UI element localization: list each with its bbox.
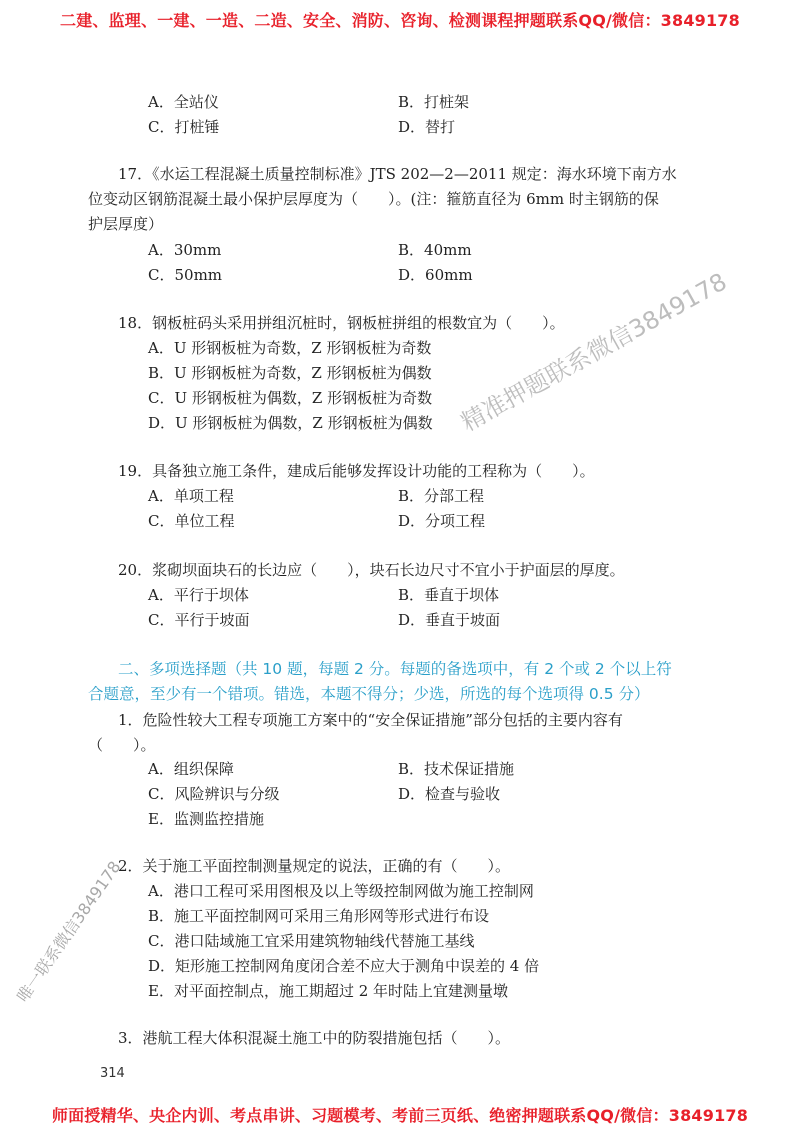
mq2-stem: 2．关于施工平面控制测量规定的说法，正确的有（ ）。 [118,857,511,875]
q17-option-b: B．40mm [398,241,472,259]
q17-option-c: C．50mm [148,266,223,284]
q20-option-c: C．平行于坡面 [148,611,250,629]
q17-option-d: D．60mm [398,266,473,284]
page-number: 314 [100,1066,125,1081]
mq2-option-e: E．对平面控制点，施工期超过 2 年时陆上宜建测量墩 [148,982,509,1000]
mq1-option-a: A．组织保障 [148,760,234,778]
q19-stem: 19．具备独立施工条件，建成后能够发挥设计功能的工程称为（ ）。 [118,462,595,480]
mq2-option-a: A．港口工程可采用图根及以上等级控制网做为施工控制网 [148,882,534,900]
q17-stem-line-2: 位变动区钢筋混凝土最小保护层厚度为（ ）。(注：箍筋直径为 6mm 时主钢筋的保 [88,190,659,208]
mq1-stem-line-2: （ ）。 [88,736,156,754]
mq1-option-b: B．技术保证措施 [398,760,515,778]
prev-option-d: D．替打 [398,118,456,136]
mq1-option-d: D．检查与验收 [398,785,501,803]
section2-heading-line-1: 二、多项选择题（共 10 题，每题 2 分。每题的备选项中，有 2 个或 2 个以上符 [118,660,672,678]
q17-option-a: A．30mm [148,241,222,259]
q18-option-b: B．U 形钢板桩为奇数，Z 形钢板桩为偶数 [148,364,432,382]
q20-stem: 20．浆砌坝面块石的长边应（ ），块石长边尺寸不宜小于护面层的厚度。 [118,561,625,579]
q18-stem: 18．钢板桩码头采用拼组沉桩时，钢板桩拼组的根数宜为（ ）。 [118,314,565,332]
bottom-banner: 师面授精华、央企内训、考点串讲、习题模考、考前三页纸、绝密押题联系QQ/微信：3849178 [51,1106,749,1125]
watermark-left: 唯一联系微信3849178 [13,857,125,1006]
mq1-option-e: E．监测监控措施 [148,810,264,828]
q20-option-b: B．垂直于坝体 [398,586,500,604]
prev-option-b: B．打桩架 [398,93,470,111]
q20-option-a: A．平行于坝体 [148,586,249,604]
mq2-option-b: B．施工平面控制网可采用三角形网等形式进行布设 [148,907,490,925]
watermark-right: 精准押题联系微信3849178 [456,267,732,437]
section2-heading-line-2: 合题意，至少有一个错项。错选，本题不得分；少选，所选的每个选项得 0.5 分） [88,685,650,703]
q18-option-c: C．U 形钢板桩为偶数，Z 形钢板桩为奇数 [148,389,433,407]
mq1-stem-line-1: 1．危险性较大工程专项施工方案中的“安全保证措施”部分包括的主要内容有 [118,711,623,729]
q18-option-d: D．U 形钢板桩为偶数，Z 形钢板桩为偶数 [148,414,433,432]
top-banner: 二建、监理、一建、一造、二造、安全、消防、咨询、检测课程押题联系QQ/微信：3849178 [60,11,740,30]
mq1-option-c: C．风险辨识与分级 [148,785,280,803]
q19-option-b: B．分部工程 [398,487,485,505]
mq2-option-c: C．港口陆域施工宜采用建筑物轴线代替施工基线 [148,932,475,950]
q19-option-a: A．单项工程 [148,487,234,505]
q19-option-d: D．分项工程 [398,512,486,530]
mq2-option-d: D．矩形施工控制网角度闭合差不应大于测角中误差的 4 倍 [148,957,540,975]
q17-stem-line-3: 护层厚度） [88,215,164,233]
prev-option-c: C．打桩锤 [148,118,220,136]
q17-stem-line-1: 17．《水运工程混凝土质量控制标准》JTS 202—2—2011 规定：海水环境下南方水 [118,165,677,183]
q20-option-d: D．垂直于坡面 [398,611,501,629]
mq3-stem: 3．港航工程大体积混凝土施工中的防裂措施包括（ ）。 [118,1029,511,1047]
prev-option-a: A．全站仪 [148,93,219,111]
q18-option-a: A．U 形钢板桩为奇数，Z 形钢板桩为奇数 [148,339,432,357]
q19-option-c: C．单位工程 [148,512,235,530]
